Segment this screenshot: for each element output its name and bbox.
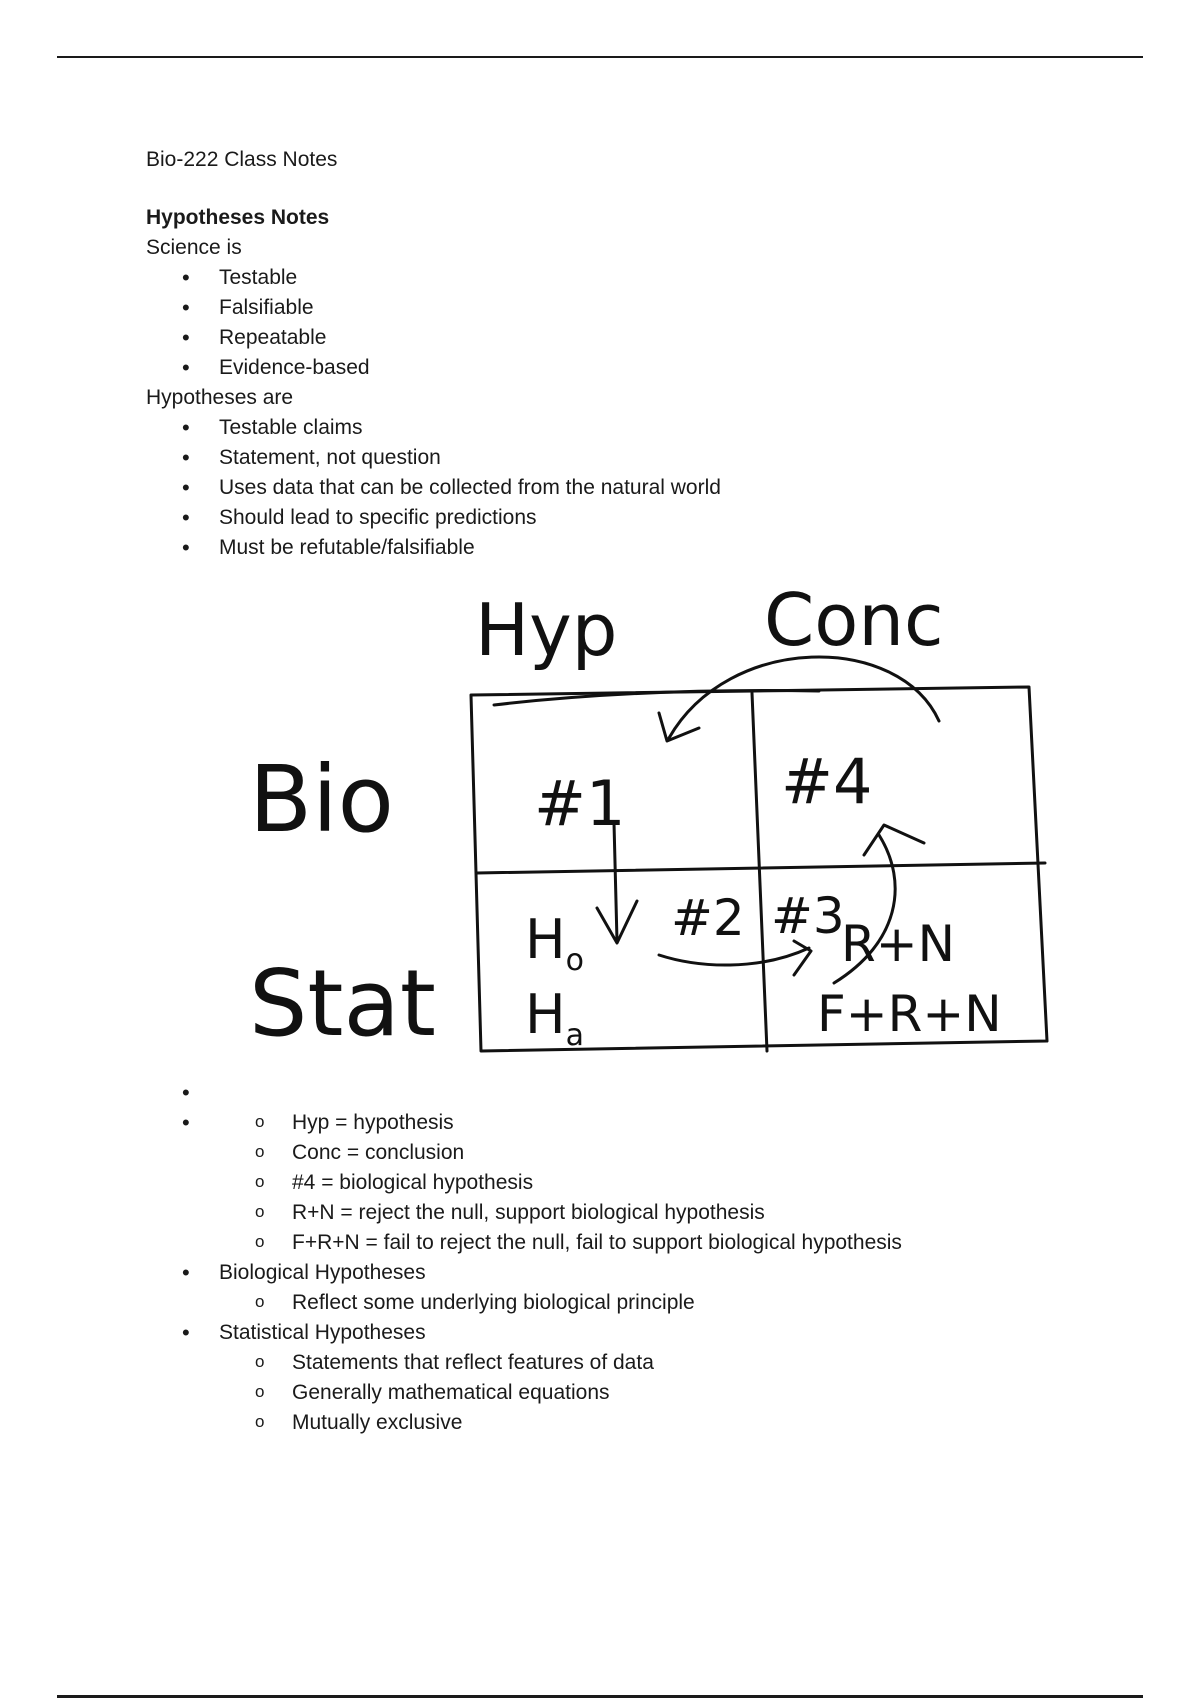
top-rule (57, 56, 1143, 58)
science-list (146, 263, 1146, 383)
grid-divider-horizontal (477, 863, 1045, 873)
list-item: o Mutually exclusive (219, 1408, 1146, 1438)
list-item: • Evidence-based (146, 353, 1146, 383)
doc-header: Bio-222 Class Notes (146, 148, 338, 171)
h-null-label: $H_o$ (525, 908, 584, 978)
cell-1-label: #1 (534, 767, 626, 840)
science-intro: Science is (146, 236, 242, 259)
cell-3-label: #3 (771, 887, 845, 945)
bio-hypotheses-item (146, 1258, 1146, 1318)
list-item: o Conc = conclusion (219, 1138, 1146, 1168)
list-item: • Falsifiable (146, 293, 1146, 323)
list-item: • Should lead to specific predictions (146, 503, 1146, 533)
list-item: • Repeatable (146, 323, 1146, 353)
hypotheses-intro: Hypotheses are (146, 386, 294, 409)
arrow-2-to-3 (659, 948, 809, 965)
bio-hypotheses-label: Biological Hypotheses (219, 1261, 426, 1284)
doc-title: Hypotheses Notes (146, 206, 330, 229)
label-hyp: • Hyp (475, 588, 618, 672)
arrow-1-to-h0 (614, 823, 617, 941)
legend-item (146, 1108, 1146, 1258)
hypotheses-list (146, 413, 1146, 1438)
list-item: • Must be refutable/falsifiable (146, 533, 1146, 563)
label-bio: Bio (249, 746, 394, 853)
document-body (146, 145, 1146, 1438)
list-item: o Generally mathematical equations (219, 1378, 1146, 1408)
list-item: o #4 = biological hypothesis (219, 1168, 1146, 1198)
list-item: • Testable (146, 263, 1146, 293)
list-item: • Statement, not question (146, 443, 1146, 473)
arrow-conc-to-1 (669, 657, 939, 738)
bottom-rule (57, 1695, 1143, 1698)
stat-hypotheses-list (146, 1348, 1146, 1438)
list-item: o • Hyp = hypothesis (219, 1108, 1146, 1138)
list-item: o Reflect some underlying biological principle (219, 1288, 1146, 1318)
frn-label: F+R+N (817, 985, 1002, 1043)
label-stat: Stat (249, 950, 436, 1057)
bio-hypotheses-list (146, 1288, 1146, 1318)
stat-hypotheses-label: Statistical Hypotheses (219, 1321, 426, 1344)
arrow-3-to-4-head (864, 825, 924, 855)
list-item: • Testable claims (146, 413, 1146, 443)
legend-list (219, 1108, 1146, 1258)
arrow-conc-to-1-head (659, 713, 699, 741)
cell-2-label: #2 (671, 889, 745, 947)
cell-4-label: #4 (781, 745, 873, 818)
label-conc: Conc (764, 578, 944, 662)
stat-hypotheses-item (146, 1318, 1146, 1438)
list-item: o F+R+N = fail to reject the null, fail to support biological hypothesis (219, 1228, 1146, 1258)
handwritten-sketch (219, 563, 1079, 1083)
h-alt-label: $H_a$ (525, 983, 584, 1053)
arrow-2-to-3-head (794, 941, 811, 975)
rn-label: R+N (841, 915, 956, 973)
sketch-list-item (146, 563, 1146, 1108)
list-item: • Uses data that can be collected from the natural world (146, 473, 1146, 503)
grid-divider-vertical (752, 693, 767, 1051)
list-item: o Statements that reflect features of data (219, 1348, 1146, 1378)
list-item: o R+N = reject the null, support biological hypothesis (219, 1198, 1146, 1228)
